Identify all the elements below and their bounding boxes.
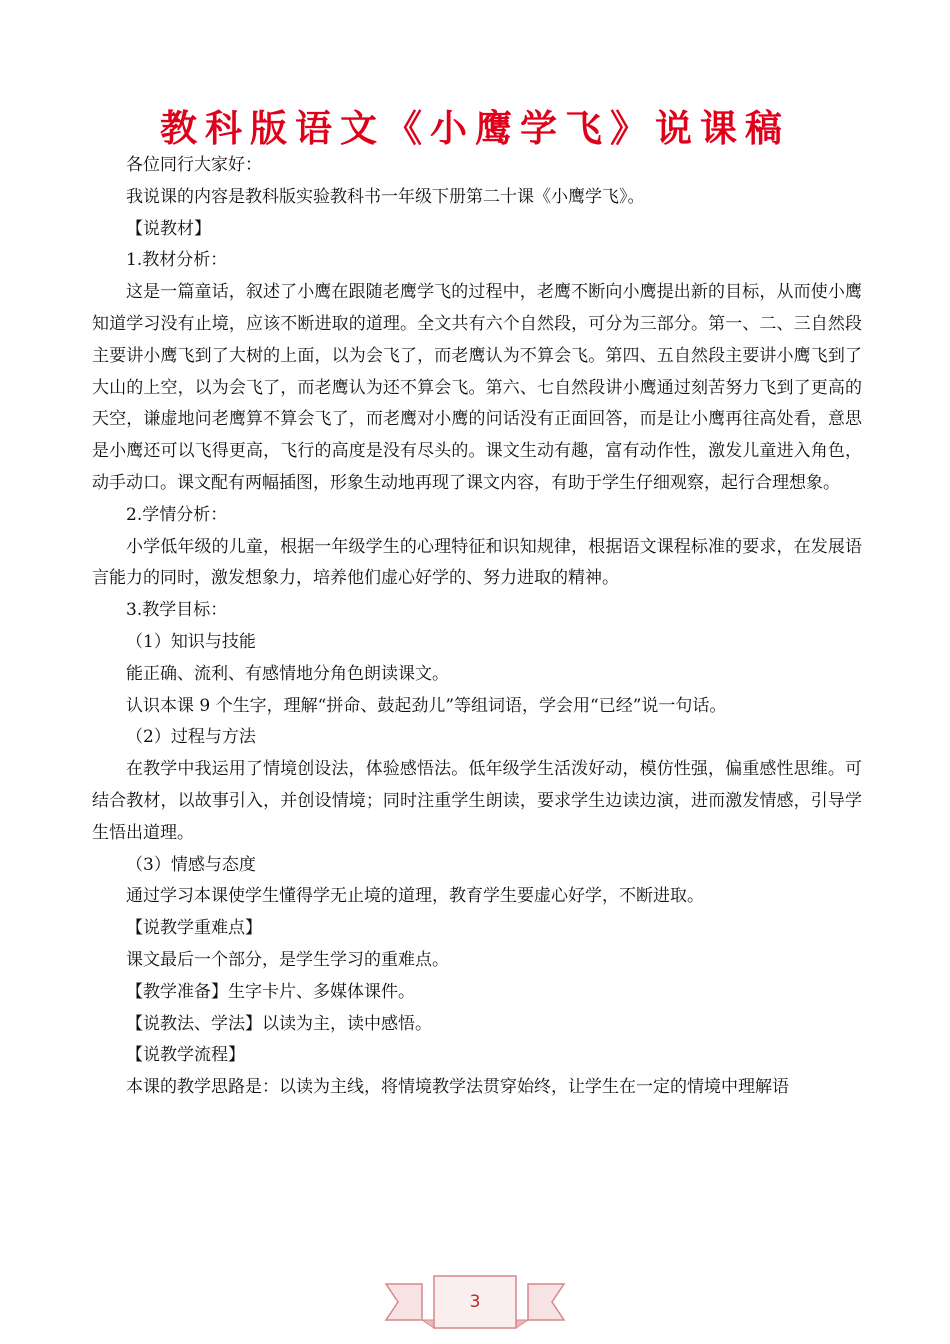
paragraph-material-analysis: 这是一篇童话，叙述了小鹰在跟随老鹰学飞的过程中，老鹰不断向小鹰提出新的目标，从而使小鹰知道学习没有止境，应该不断进取的道理。全文共有六个自然段，可分为三部分。第一、二、三自然段主要讲小鹰飞到了大树的上面，以为会飞了，而老鹰认为不算会飞。第四、五自然段主要讲小鹰飞到了大山的上空，以为会飞了，而老鹰认为还不算会飞。第六、七自然段讲小鹰通过刻苦努力飞到了更高的天空，谦虚地问老鹰算不算会飞了，而老鹰对小鹰的问话没有正面回答，而是让小鹰再往高处看，意思是小鹰还可以飞得更高，飞行的高度是没有尽头的。课文生动有趣，富有动作性，激发儿童进入角色，动手动口。课文配有两幅插图，形象生动地再现了课文内容，有助于学生仔细观察，起行合理想象。: [92, 282, 862, 493]
section-teaching-methods: 【说教法、学法】以读为主，读中感悟。: [126, 1013, 432, 1034]
goal-line-reading: 能正确、流利、有感情地分角色朗读课文。: [126, 663, 449, 684]
section-heading-teaching-process: 【说教学流程】: [126, 1045, 245, 1066]
paragraph-teaching-process: 本课的教学思路是：以读为主线，将情境教学法贯穿始终，让学生在一定的情境中理解语: [126, 1077, 789, 1098]
section-heading-key-points: 【说教学重难点】: [126, 918, 262, 939]
paragraph-key-points: 课文最后一个部分，是学生学习的重难点。: [126, 949, 449, 970]
greeting-line: 各位同行大家好：: [126, 155, 262, 175]
subheading-learner-analysis: 2.学情分析：: [126, 504, 228, 525]
subheading-material-analysis: 1.教材分析：: [126, 250, 228, 271]
section-teaching-preparation: 【教学准备】生字卡片、多媒体课件。: [126, 981, 415, 1002]
paragraph-process-methods: 在教学中我运用了情境创设法，体验感悟法。低年级学生活泼好动，模仿性强，偏重感性思维。可结合教材，以故事引入，并创设情境；同时注重学生朗读，要求学生边读边演，进而激发情感，引导学生悟出道理。: [92, 759, 862, 843]
page-number: 3: [469, 1292, 481, 1312]
goal-emotion-attitude: （3）情感与态度: [126, 854, 256, 875]
paragraph-learner-analysis: 小学低年级的儿童，根据一年级学生的心理特征和识知规律，根据语文课程标准的要求，在发展语言能力的同时，激发想象力，培养他们虚心好学的、努力进取的精神。: [92, 536, 862, 589]
document-title: 教科版语文《小鹰学飞》说课稿: [160, 107, 790, 150]
subheading-teaching-goals: 3.教学目标：: [126, 600, 228, 621]
goal-process-methods: （2）过程与方法: [126, 727, 256, 748]
goal-line-characters: 认识本课 9 个生字，理解“拼命、鼓起劲儿”等组词语，学会用“已经”说一句话。: [126, 695, 727, 716]
goal-knowledge-skills: （1）知识与技能: [126, 631, 256, 652]
intro-line: 我说课的内容是教科版实验教科书一年级下册第二十课《小鹰学飞》。: [126, 186, 645, 207]
document-body: [92, 150, 862, 1104]
page-number-ribbon: [382, 1270, 568, 1334]
paragraph-emotion-attitude: 通过学习本课使学生懂得学无止境的道理，教育学生要虚心好学，不断进取。: [126, 886, 704, 907]
section-heading-textbook: 【说教材】: [126, 218, 211, 239]
